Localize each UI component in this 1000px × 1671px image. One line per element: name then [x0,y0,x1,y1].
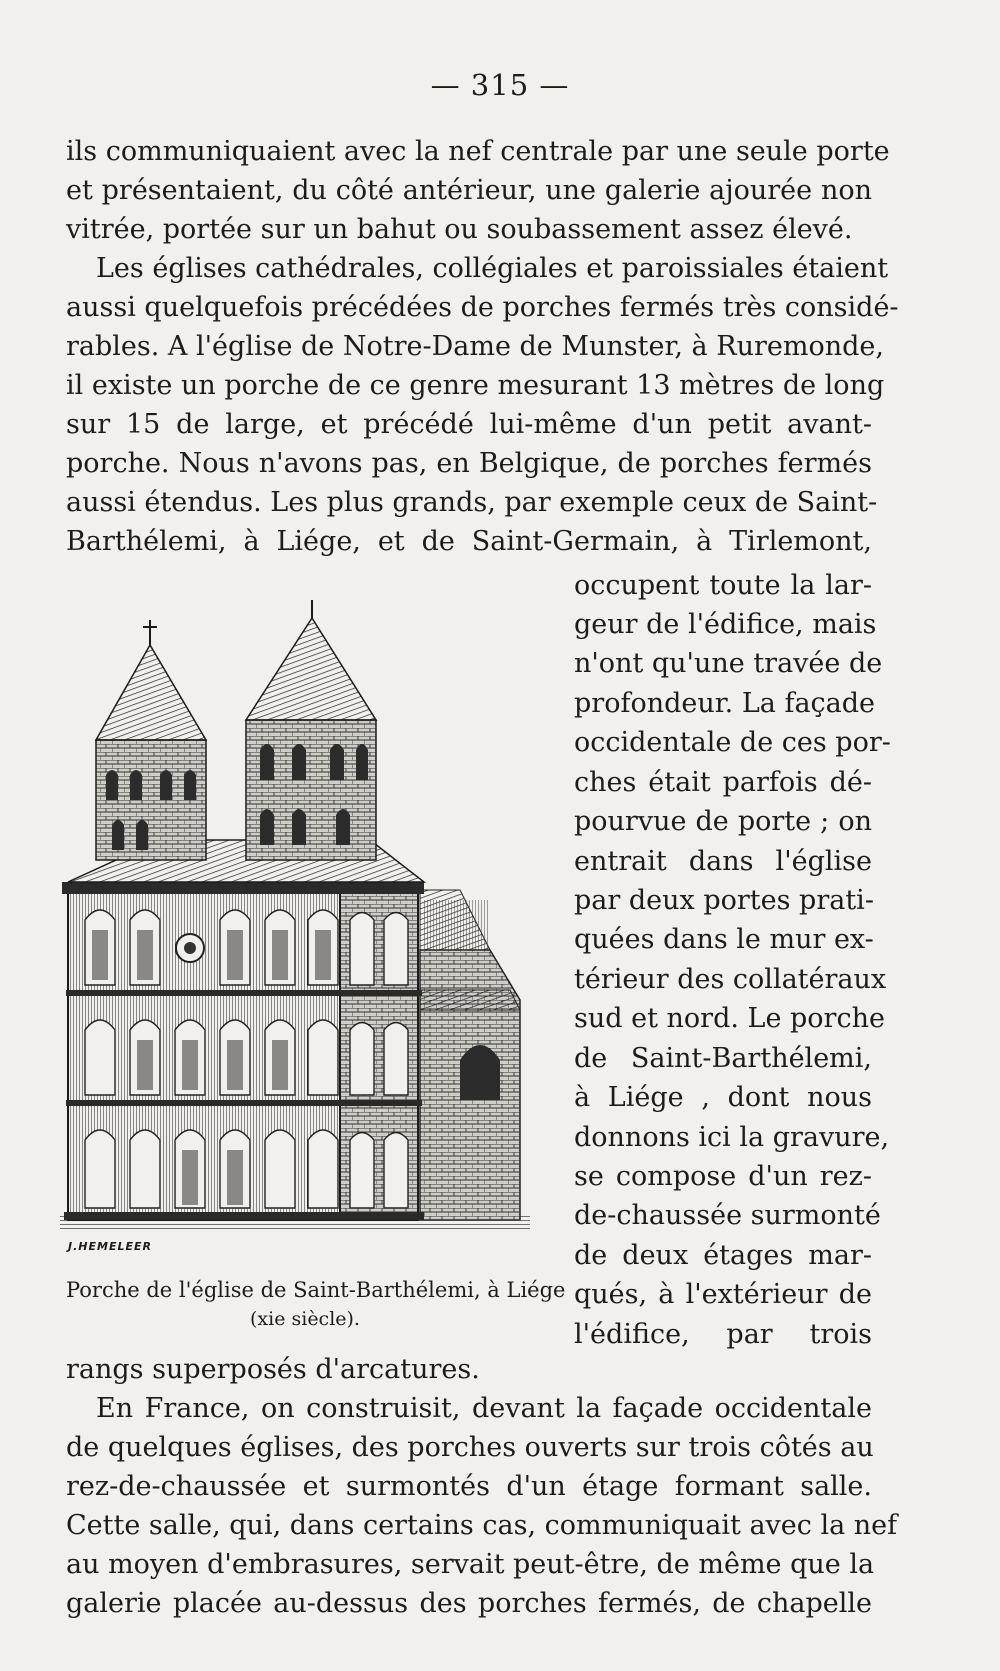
column-line: profondeur. La façade [574,688,876,719]
text-line: et présentaient, du côté antérieur, une galerie ajourée non [66,175,872,206]
text-line: de quelques églises, des porches ouverts sur trois côtés au [66,1432,874,1463]
text-line: rez-de-chaussée et surmontés d'un étage formant salle. [66,1471,872,1502]
column-line: occupent toute la lar- [574,570,872,601]
column-line: par deux portes prati- [574,885,874,916]
column-line: donnons ici la gravure, [574,1122,890,1153]
text-line: ils communiquaient avec la nef centrale par une seule porte [66,136,890,167]
text-line: sur 15 de large, et précédé lui-même d'un petit avant- [66,409,872,440]
text-line: porche. Nous n'avons pas, en Belgique, de porches fermés [66,448,872,479]
column-line: sud et nord. Le porche [574,1003,885,1034]
text-line: galerie placée au-dessus des porches fermés, de chapelle [66,1588,872,1619]
text-line: rables. A l'église de Notre-Dame de Munster, à Ruremonde, [66,331,884,362]
column-line: entrait dans l'église [574,846,872,877]
column-line: pourvue de porte ; on [574,806,872,837]
text-line: Les églises cathédrales, collégiales et paroissiales étaient [96,253,889,284]
column-line: qués, à l'extérieur de [574,1279,872,1310]
text-line: Barthélemi, à Liége, et de Saint-Germain, à Tirlemont, [66,526,872,557]
page-number: — 315 — [430,68,570,102]
column-line: de-chaussée surmonté [574,1200,881,1231]
column-line: ches était parfois dé- [574,767,872,798]
text-line: rangs superposés d'arcatures. [66,1354,480,1385]
text-line: au moyen d'embrasures, servait peut-être, de même que la [66,1549,875,1580]
column-line: occidentale de ces por- [574,727,891,758]
column-line: n'ont qu'une travée de [574,648,883,679]
figure-caption-date: (xie siècle). [250,1308,360,1330]
figure-caption: Porche de l'église de Saint-Barthélemi, à Liége [66,1278,566,1302]
church-engraving-illustration [40,600,560,1250]
text-line: il existe un porche de ce genre mesurant 13 mètres de long [66,370,885,401]
column-line: geur de l'édifice, mais [574,609,877,640]
column-line: de Saint-Barthélemi, [574,1043,872,1074]
text-line: aussi quelquefois précédées de porches fermés très considé- [66,292,899,323]
text-line: Cette salle, qui, dans certains cas, communiquait avec la nef [66,1510,898,1541]
column-line: se compose d'un rez- [574,1161,872,1192]
text-line: aussi étendus. Les plus grands, par exemple ceux de Saint- [66,487,878,518]
column-line: l'édifice, par trois [574,1319,872,1350]
engraver-signature: J.HEMELEER [68,1240,152,1253]
text-line: vitrée, portée sur un bahut ou soubassement assez élevé. [66,214,853,245]
column-line: quées dans le mur ex- [574,924,874,955]
text-line: En France, on construisit, devant la façade occidentale [96,1393,872,1424]
column-line: à Liége , dont nous [574,1082,872,1113]
church-engraving-figure [40,600,560,1253]
column-line: térieur des collatéraux [574,964,887,995]
column-line: de deux étages mar- [574,1240,872,1271]
